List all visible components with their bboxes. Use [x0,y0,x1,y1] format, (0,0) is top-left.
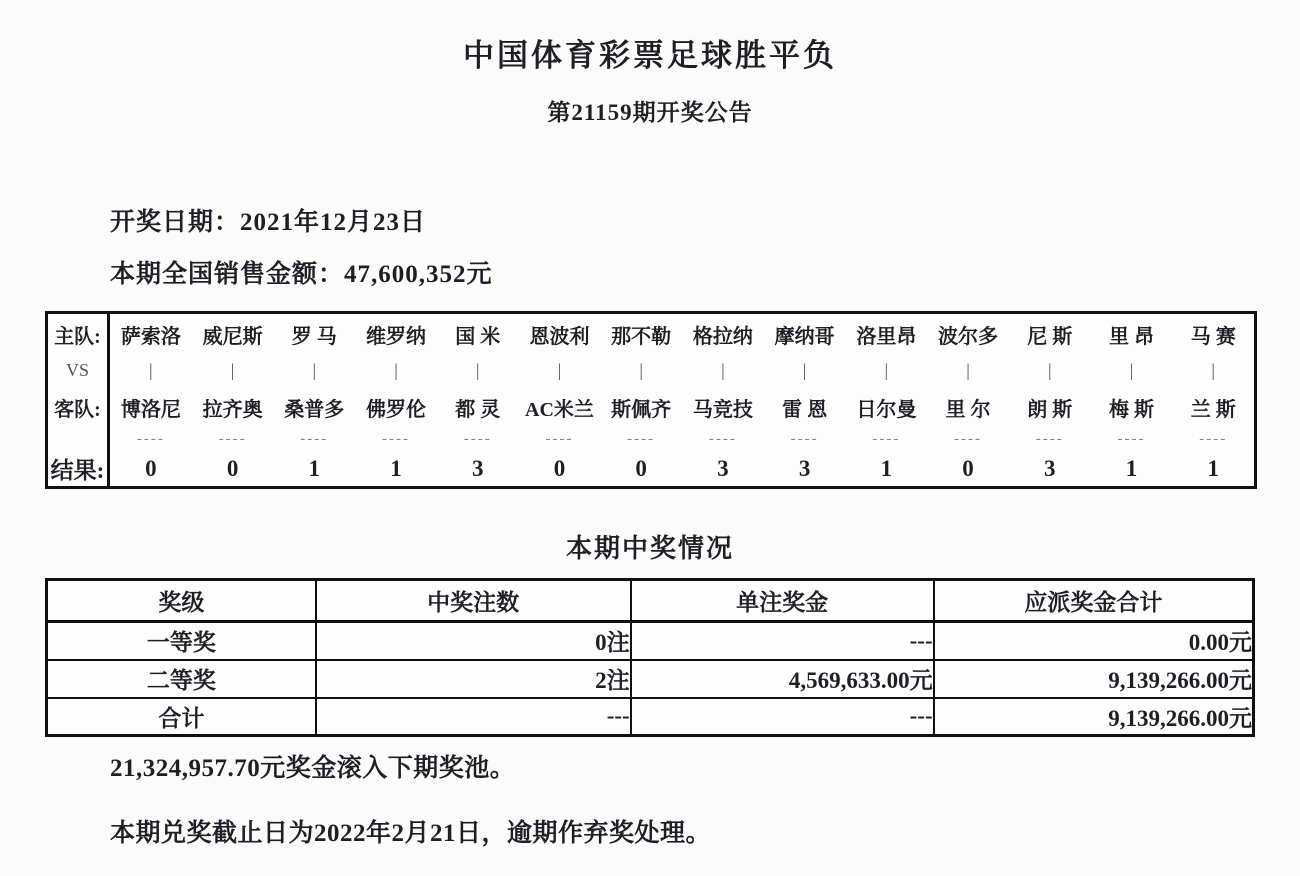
match-table-row-labels [48,314,110,486]
vs-separator: | [639,360,643,380]
vs-separator: | [557,360,562,380]
total-prize: 9,139,266.00元 [934,698,1254,736]
winning-section-title: 本期中奖情况 [565,534,734,563]
vs-separator: | [394,360,398,380]
dash-separator: ---- [1117,430,1146,447]
home-team: 马 赛 [1190,325,1236,348]
dash-separator: ---- [300,430,329,447]
away-team: 朗 斯 [1027,398,1073,421]
winning-bets: --- [316,698,631,736]
match-columns [110,314,1254,486]
away-team: 博洛尼 [120,398,181,421]
away-team: 拉齐奥 [202,398,263,421]
away-team: 桑普多 [284,398,345,421]
single-prize: --- [631,698,934,736]
result-value: 0 [145,455,157,481]
result-value: 3 [717,455,729,481]
away-team: 里 尔 [945,398,991,421]
prize-level: 合计 [47,698,316,736]
home-team: 萨索洛 [120,325,181,348]
result-value: 0 [962,455,974,481]
vs-separator: | [475,360,480,380]
vs-separator: | [1211,360,1215,380]
match-column [1091,314,1173,486]
vs-separator: | [1047,360,1052,380]
home-team: 恩波利 [529,325,590,348]
dash-separator: ---- [463,430,492,447]
home-team: 波尔多 [938,325,999,348]
col-header-prize-level: 奖级 [47,580,316,622]
prize-table-header-row [47,580,1254,622]
match-column [1009,314,1091,486]
away-team: 都 灵 [455,398,501,421]
dash-separator: ---- [1199,430,1228,447]
away-team: 兰 斯 [1190,398,1236,421]
vs-separator: | [802,360,807,380]
home-team: 格拉纳 [692,325,753,348]
dash-separator: ---- [382,430,410,447]
row-label-home: 主队: [54,325,101,348]
away-team: 斯佩齐 [611,398,672,421]
result-value: 3 [471,455,484,481]
single-prize: 4,569,633.00元 [631,660,934,698]
col-header-single-prize: 单注奖金 [631,580,934,622]
result-value: 1 [308,455,321,481]
match-column [110,314,192,486]
result-value: 1 [880,455,893,481]
home-team: 维罗纳 [366,325,427,348]
total-prize: 0.00元 [934,622,1254,660]
away-team: 日尔曼 [856,398,917,421]
page-title: 中国体育彩票足球胜平负 [463,38,837,73]
dash-separator: ---- [790,430,819,447]
dash-separator: ---- [708,430,737,447]
away-team: 雷 恩 [782,398,828,421]
home-team: 那不勒 [611,325,672,348]
away-team: 佛罗伦 [366,398,427,421]
row-label-vs: VS [65,360,89,380]
dash-separator: ---- [627,430,656,447]
match-column [845,314,927,486]
deadline-note: 本期兑奖截止日为2022年2月21日，逾期作弃奖处理。 [110,820,712,847]
result-value: 0 [635,455,647,481]
match-results-table [45,311,1257,489]
dash-separator: ---- [872,430,901,447]
match-column [600,314,682,486]
vs-separator: | [721,360,725,380]
match-column [355,314,437,486]
home-team: 洛里昂 [856,325,917,348]
match-column [764,314,846,486]
row-label-away: 客队: [54,398,101,421]
dash-separator: ---- [1035,430,1064,447]
away-team: AC米兰 [525,398,594,421]
away-team: 马竞技 [692,398,753,421]
winning-bets: 2注 [316,660,631,698]
row-label-spacer [48,427,107,451]
dash-separator: ---- [218,430,247,447]
vs-separator: | [1129,360,1134,380]
vs-separator: | [230,360,235,380]
home-team: 罗 马 [291,325,337,348]
result-value: 1 [1207,455,1219,481]
home-team: 里 昂 [1108,325,1154,348]
result-value: 1 [1125,455,1138,481]
match-column [519,314,601,486]
vs-separator: | [312,360,317,380]
vs-separator: | [884,360,889,380]
col-header-total-prize: 应派奖金合计 [934,580,1254,622]
dash-separator: ---- [545,430,574,447]
winning-bets: 0注 [316,622,631,660]
page-subtitle: 第21159期开奖公告 [547,100,753,125]
prize-level: 二等奖 [47,660,316,698]
match-column [273,314,355,486]
match-column [437,314,519,486]
prize-row-second [47,660,1254,698]
prize-table [45,578,1255,737]
col-header-winning-bets: 中奖注数 [316,580,631,622]
total-prize: 9,139,266.00元 [934,660,1254,698]
home-team: 摩纳哥 [774,325,835,348]
result-value: 0 [226,455,239,481]
vs-separator: | [149,360,153,380]
row-label-result: 结果: [50,458,105,483]
result-value: 0 [553,455,566,481]
match-column [192,314,274,486]
prize-row-first [47,622,1254,660]
dash-separator: ---- [954,430,983,447]
draw-date-line: 开奖日期：2021年12月23日 [110,209,427,236]
sales-amount-line: 本期全国销售金额：47,600,352元 [110,261,493,288]
result-value: 3 [1044,455,1056,481]
prize-row-total [47,698,1254,736]
prize-level: 一等奖 [47,622,316,660]
vs-separator: | [966,360,970,380]
home-team: 尼 斯 [1027,325,1073,348]
result-value: 3 [798,455,811,481]
match-column [927,314,1009,486]
rollover-note: 21,324,957.70元奖金滚入下期奖池。 [110,755,516,782]
match-column [682,314,764,486]
dash-separator: ---- [136,430,165,447]
single-prize: --- [631,622,934,660]
home-team: 国 米 [455,325,501,348]
match-column [1172,314,1254,486]
result-value: 1 [390,455,402,481]
away-team: 梅 斯 [1108,398,1154,421]
home-team: 威尼斯 [202,325,263,348]
